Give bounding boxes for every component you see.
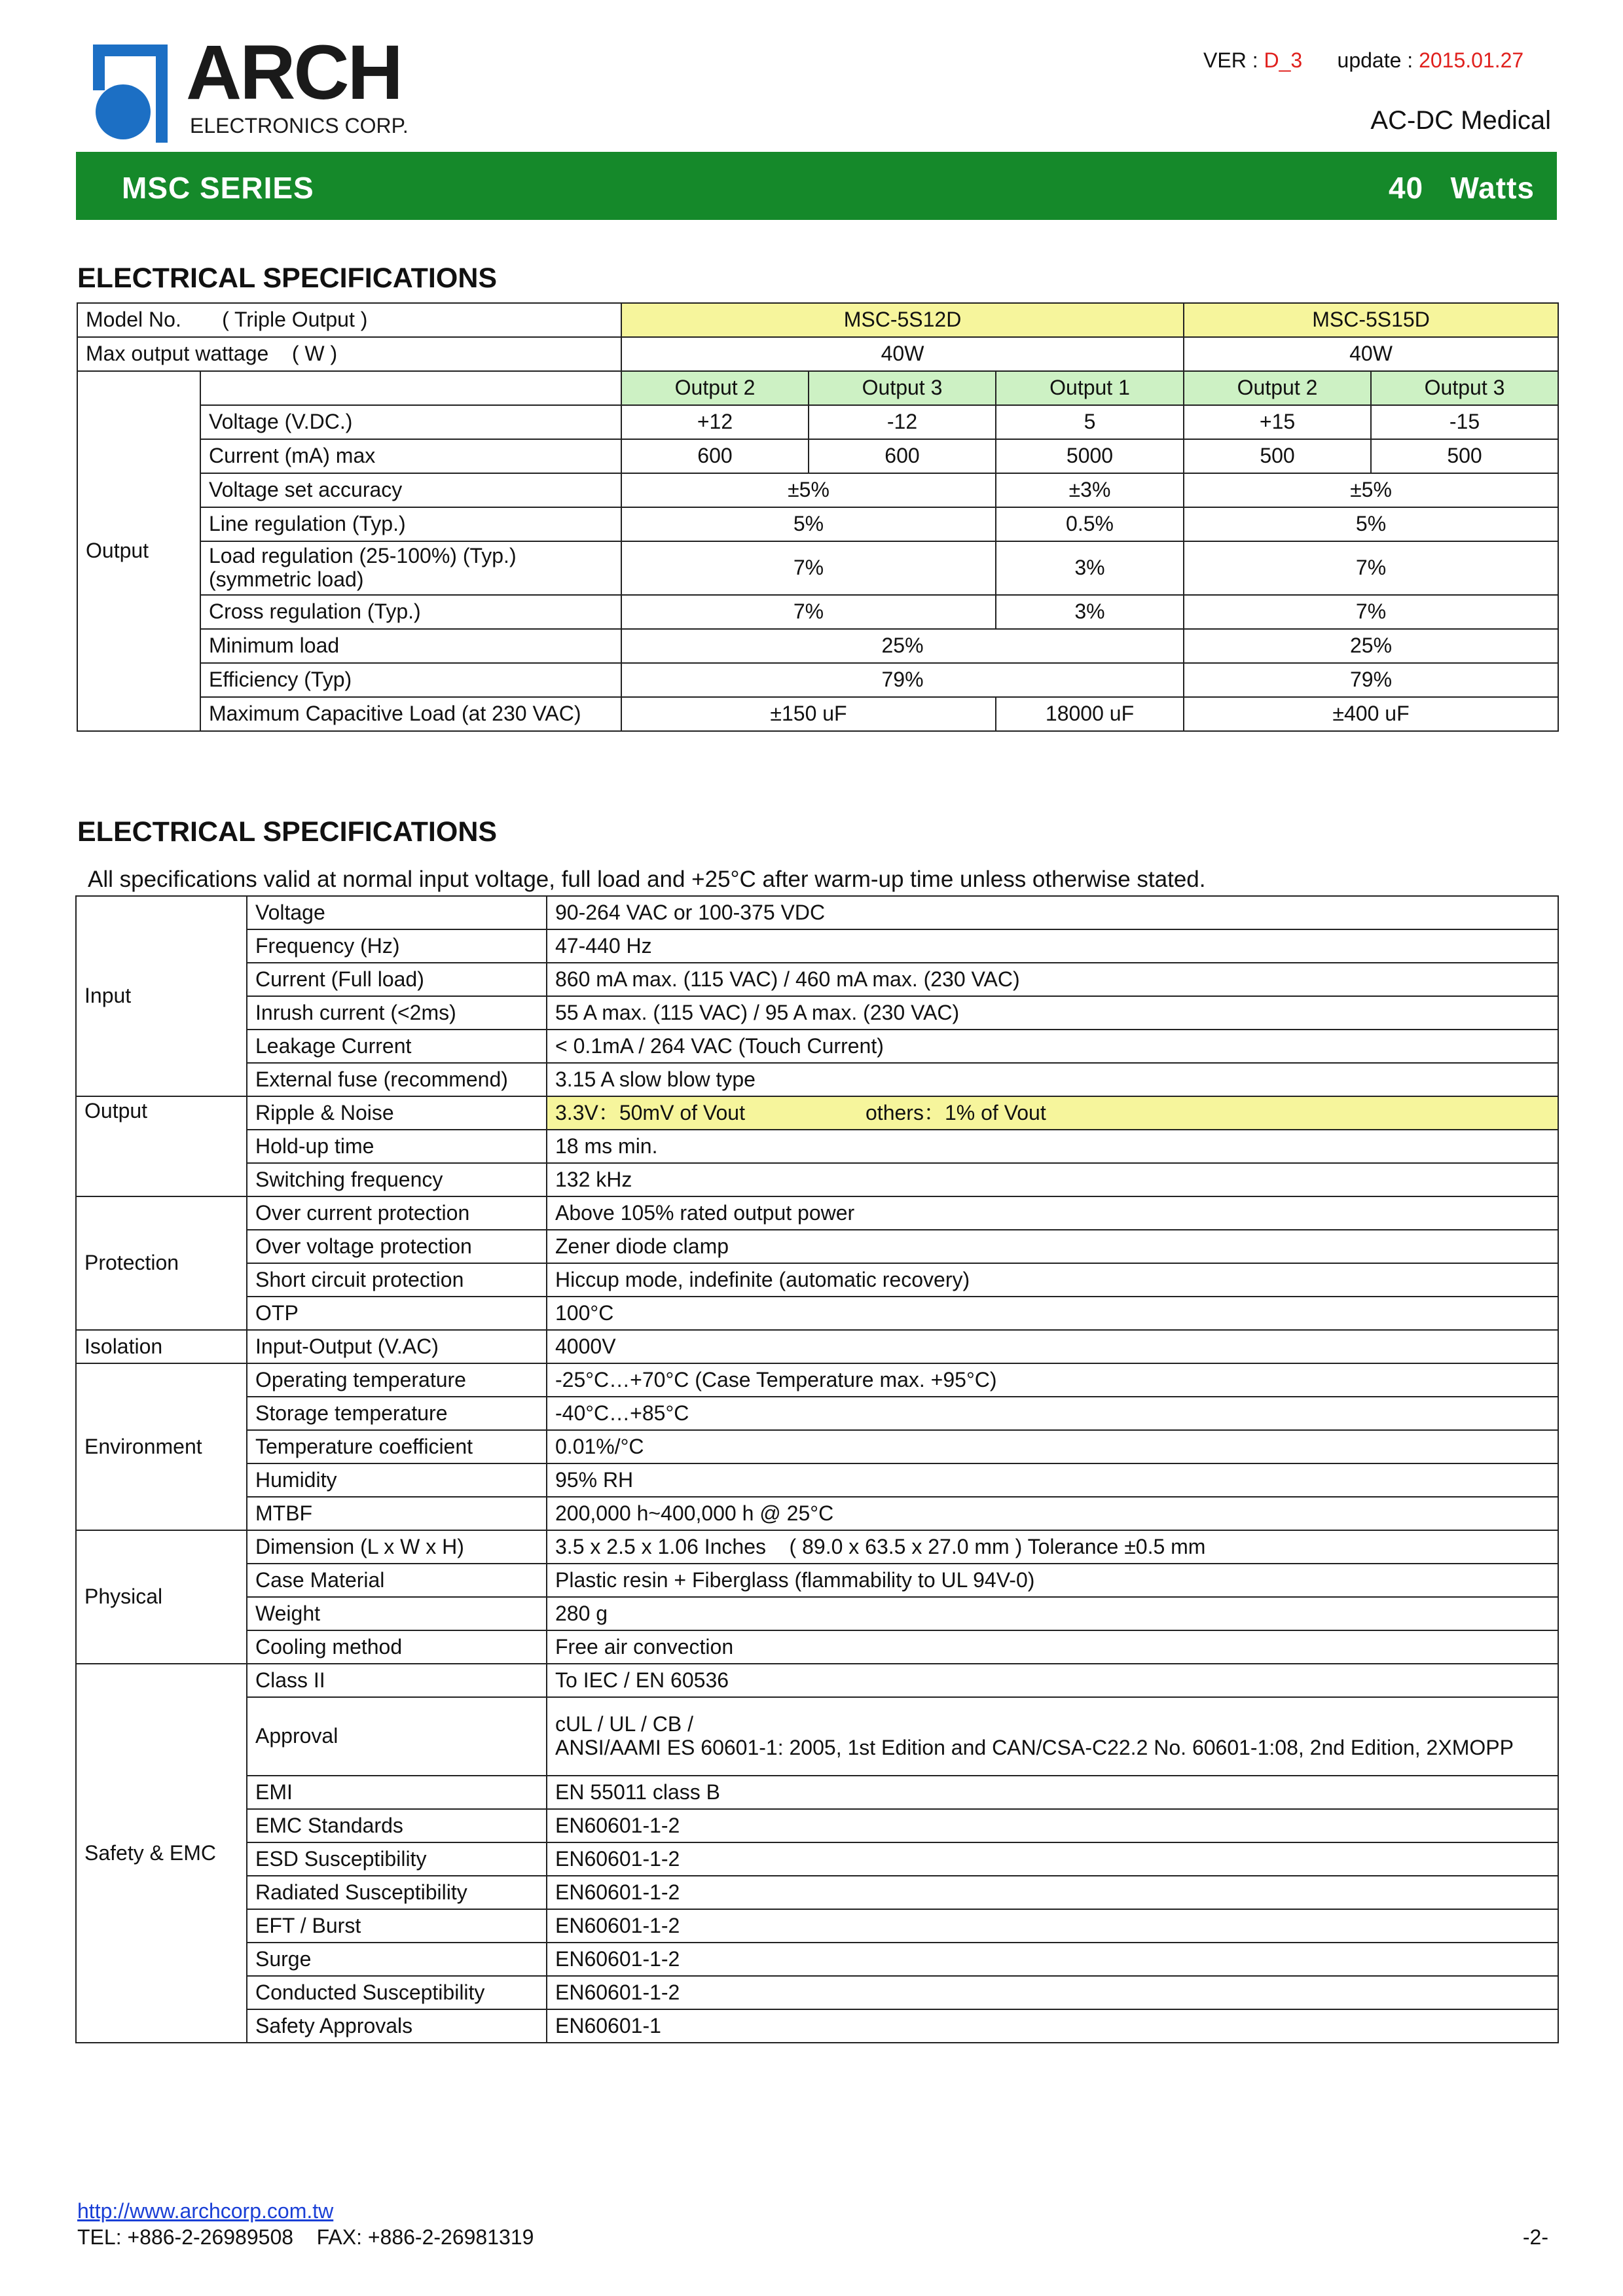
row-label: Over current protection	[247, 1196, 547, 1230]
section-title: ELECTRICAL SPECIFICATIONS	[77, 262, 498, 294]
row-label: Hold-up time	[247, 1130, 547, 1163]
row-label: EFT / Burst	[247, 1909, 547, 1943]
value-cell: ±5%	[621, 473, 996, 507]
value-cell: 500	[1371, 439, 1558, 473]
value-cell: 3.15 A slow blow type	[547, 1063, 1558, 1096]
update-label: update :	[1337, 48, 1419, 72]
table-row	[76, 929, 1558, 963]
value-cell: 280 g	[547, 1597, 1558, 1630]
update-value: 2015.01.27	[1419, 48, 1524, 72]
ripple-value-a: 3.3V：50mV of Vout	[555, 1100, 745, 1124]
row-label: External fuse (recommend)	[247, 1063, 547, 1096]
table-row	[76, 1842, 1558, 1876]
table-row	[76, 1030, 1558, 1063]
table-row	[76, 996, 1558, 1030]
product-category: AC-DC Medical	[1370, 106, 1551, 135]
value-cell: 79%	[621, 663, 1184, 697]
row-label: Current (mA) max	[200, 439, 621, 473]
value-cell: Plastic resin + Fiberglass (flammability to UL 94V-0)	[547, 1564, 1558, 1597]
value-cell: 25%	[621, 629, 1184, 663]
page-number: -2-	[1522, 2225, 1548, 2249]
table-row	[76, 1130, 1558, 1163]
table-row	[76, 1976, 1558, 2009]
row-label: Ripple & Noise	[247, 1096, 547, 1130]
row-label: Operating temperature	[247, 1363, 547, 1397]
output-header: Output 2	[1184, 371, 1371, 405]
row-label: Frequency (Hz)	[247, 929, 547, 963]
row-label: Storage temperature	[247, 1397, 547, 1430]
table-row	[76, 1530, 1558, 1564]
row-label: Weight	[247, 1597, 547, 1630]
table-row	[76, 1809, 1558, 1842]
value-cell: 500	[1184, 439, 1371, 473]
table-row	[77, 439, 1558, 473]
value-cell: -15	[1371, 405, 1558, 439]
row-label: Over voltage protection	[247, 1230, 547, 1263]
value-cell: 18000 uF	[996, 697, 1184, 731]
value-cell: Hiccup mode, indefinite (automatic recovery)	[547, 1263, 1558, 1297]
row-label: Maximum Capacitive Load (at 230 VAC)	[200, 697, 621, 731]
group-label: Output	[77, 371, 200, 731]
value-cell: EN60601-1-2	[547, 1842, 1558, 1876]
value-cell: 100°C	[547, 1297, 1558, 1330]
row-label: Humidity	[247, 1463, 547, 1497]
value-cell: 47-440 Hz	[547, 929, 1558, 963]
approval-line2: ANSI/AAMI ES 60601-1: 2005, 1st Edition and CAN/CSA-C22.2 No. 60601-1:08, 2nd Edition, 2XMOPP	[555, 1736, 1514, 1759]
row-label: Current (Full load)	[247, 963, 547, 996]
row-label: Surge	[247, 1943, 547, 1976]
table-row	[76, 1196, 1558, 1230]
row-label: Cooling method	[247, 1630, 547, 1664]
value-cell: 5	[996, 405, 1184, 439]
table-row	[77, 541, 1558, 595]
row-label: Cross regulation (Typ.)	[200, 595, 621, 629]
value-cell: +12	[621, 405, 809, 439]
row-label: Case Material	[247, 1564, 547, 1597]
row-label: EMI	[247, 1776, 547, 1809]
value-cell: EN60601-1-2	[547, 1876, 1558, 1909]
table-row	[76, 1297, 1558, 1330]
ripple-value-b: others：1% of Vout	[866, 1100, 1046, 1124]
contact-line: TEL: +886-2-26989508 FAX: +886-2-26981319	[77, 2225, 534, 2249]
empty-cell	[200, 371, 621, 405]
table-row	[76, 1430, 1558, 1463]
value-cell: -12	[809, 405, 996, 439]
output-header: Output 1	[996, 371, 1184, 405]
row-label: Short circuit protection	[247, 1263, 547, 1297]
row-label: Input-Output (V.AC)	[247, 1330, 547, 1363]
value-cell: 4000V	[547, 1330, 1558, 1363]
group-label: Output	[76, 1096, 247, 1196]
section-note: All specifications valid at normal input voltage, full load and +25°C after warm-up time unless otherwise stated.	[88, 867, 1206, 892]
value-cell: EN 55011 class B	[547, 1776, 1558, 1809]
table-row	[76, 1263, 1558, 1297]
value-cell	[547, 1697, 1558, 1776]
general-spec-table	[75, 895, 1559, 2043]
table-row	[77, 405, 1558, 439]
table-row	[76, 1597, 1558, 1630]
table-row	[77, 663, 1558, 697]
table-row	[77, 371, 1558, 405]
row-label: Radiated Susceptibility	[247, 1876, 547, 1909]
row-label: Line regulation (Typ.)	[200, 507, 621, 541]
table-row	[76, 1063, 1558, 1096]
table-row	[76, 1363, 1558, 1397]
value-cell: 3%	[996, 595, 1184, 629]
value-cell: 55 A max. (115 VAC) / 95 A max. (230 VAC)	[547, 996, 1558, 1030]
value-cell: 25%	[1184, 629, 1558, 663]
value-cell: 95% RH	[547, 1463, 1558, 1497]
value-cell: 200,000 h~400,000 h @ 25°C	[547, 1497, 1558, 1530]
group-label: Isolation	[76, 1330, 247, 1363]
value-cell: 5000	[996, 439, 1184, 473]
model-cell: MSC-5S15D	[1184, 303, 1558, 337]
row-label: ESD Susceptibility	[247, 1842, 547, 1876]
value-cell: ±150 uF	[621, 697, 996, 731]
value-cell: EN60601-1-2	[547, 1809, 1558, 1842]
table-row	[76, 1497, 1558, 1530]
value-cell: ±5%	[1184, 473, 1558, 507]
series-banner	[76, 152, 1557, 220]
value-cell: 132 kHz	[547, 1163, 1558, 1196]
row-label: OTP	[247, 1297, 547, 1330]
logo-wordmark: ARCH	[186, 29, 401, 116]
value-cell: To IEC / EN 60536	[547, 1664, 1558, 1697]
model-cell: MSC-5S12D	[621, 303, 1184, 337]
value-cell: Zener diode clamp	[547, 1230, 1558, 1263]
value-cell: 600	[621, 439, 809, 473]
row-label: Efficiency (Typ)	[200, 663, 621, 697]
row-label: Leakage Current	[247, 1030, 547, 1063]
value-cell: 860 mA max. (115 VAC) / 460 mA max. (230 VAC)	[547, 963, 1558, 996]
table-row	[76, 1096, 1558, 1130]
value-cell: 18 ms min.	[547, 1130, 1558, 1163]
value-cell: 7%	[621, 541, 996, 595]
series-title: MSC SERIES	[122, 171, 314, 205]
value-cell: +15	[1184, 405, 1371, 439]
value-cell: Above 105% rated output power	[547, 1196, 1558, 1230]
row-label: Voltage set accuracy	[200, 473, 621, 507]
output-header: Output 2	[621, 371, 809, 405]
model-label: Model No. ( Triple Output )	[77, 303, 621, 337]
table-row	[76, 1230, 1558, 1263]
group-label: Input	[76, 896, 247, 1096]
row-label: Dimension (L x W x H)	[247, 1530, 547, 1564]
table-row	[76, 1909, 1558, 1943]
table-row	[77, 507, 1558, 541]
table-row	[77, 595, 1558, 629]
table-row	[77, 629, 1558, 663]
wattage-cell: 40W	[621, 337, 1184, 371]
row-label: Safety Approvals	[247, 2009, 547, 2043]
value-cell: 3%	[996, 541, 1184, 595]
value-cell: 0.01%/°C	[547, 1430, 1558, 1463]
row-label: Approval	[247, 1697, 547, 1776]
value-cell: 5%	[621, 507, 996, 541]
row-label: MTBF	[247, 1497, 547, 1530]
group-label: Protection	[76, 1196, 247, 1330]
table-row	[77, 303, 1558, 337]
row-label: Voltage	[247, 896, 547, 929]
wattage-label: Max output wattage ( W )	[77, 337, 621, 371]
version-value: D_3	[1264, 48, 1303, 72]
section-title: ELECTRICAL SPECIFICATIONS	[77, 816, 498, 848]
table-row	[76, 1943, 1558, 1976]
table-row	[76, 1664, 1558, 1697]
value-cell: ±3%	[996, 473, 1184, 507]
value-cell	[547, 1096, 1558, 1130]
table-row	[76, 1697, 1558, 1776]
value-cell: Free air convection	[547, 1630, 1558, 1664]
value-cell: 0.5%	[996, 507, 1184, 541]
group-label: Safety & EMC	[76, 1664, 247, 2043]
row-label: Class II	[247, 1664, 547, 1697]
value-cell: 600	[809, 439, 996, 473]
table-row	[76, 896, 1558, 929]
value-cell: 5%	[1184, 507, 1558, 541]
table-row	[76, 2009, 1558, 2043]
group-label: Environment	[76, 1363, 247, 1530]
load-label-line1: Load regulation (25-100%) (Typ.)	[209, 544, 517, 568]
value-cell: EN60601-1-2	[547, 1976, 1558, 2009]
table-row	[76, 963, 1558, 996]
row-label: EMC Standards	[247, 1809, 547, 1842]
table-row	[76, 1630, 1558, 1664]
table-row	[77, 697, 1558, 731]
logo-subtitle: ELECTRONICS CORP.	[190, 114, 409, 137]
approval-line1: cUL / UL / CB /	[555, 1712, 694, 1736]
value-cell: 7%	[621, 595, 996, 629]
row-label: Inrush current (<2ms)	[247, 996, 547, 1030]
row-label: Switching frequency	[247, 1163, 547, 1196]
output-header: Output 3	[809, 371, 996, 405]
table-row	[76, 1564, 1558, 1597]
table-row	[76, 1776, 1558, 1809]
value-cell: EN60601-1-2	[547, 1909, 1558, 1943]
value-cell: 3.5 x 2.5 x 1.06 Inches ( 89.0 x 63.5 x 27.0 mm ) Tolerance ±0.5 mm	[547, 1530, 1558, 1564]
series-watts: 40 Watts	[1388, 171, 1535, 205]
table-row	[77, 473, 1558, 507]
website-link[interactable]: http://www.archcorp.com.tw	[77, 2199, 334, 2223]
row-label: Temperature coefficient	[247, 1430, 547, 1463]
version-line	[1203, 50, 1523, 71]
load-label-line2: (symmetric load)	[209, 567, 364, 591]
value-cell: 7%	[1184, 595, 1558, 629]
value-cell: 7%	[1184, 541, 1558, 595]
value-cell: EN60601-1	[547, 2009, 1558, 2043]
table-row	[76, 1876, 1558, 1909]
group-label: Physical	[76, 1530, 247, 1664]
value-cell: ±400 uF	[1184, 697, 1558, 731]
row-label: Conducted Susceptibility	[247, 1976, 547, 2009]
output-spec-table	[77, 302, 1559, 732]
value-cell: -40°C…+85°C	[547, 1397, 1558, 1430]
wattage-cell: 40W	[1184, 337, 1558, 371]
table-row	[76, 1330, 1558, 1363]
output-header: Output 3	[1371, 371, 1558, 405]
value-cell: 90-264 VAC or 100-375 VDC	[547, 896, 1558, 929]
value-cell: 79%	[1184, 663, 1558, 697]
table-row	[76, 1163, 1558, 1196]
table-row	[76, 1397, 1558, 1430]
row-label	[200, 541, 621, 595]
row-label: Minimum load	[200, 629, 621, 663]
table-row	[77, 337, 1558, 371]
value-cell: -25°C…+70°C (Case Temperature max. +95°C)	[547, 1363, 1558, 1397]
value-cell: EN60601-1-2	[547, 1943, 1558, 1976]
row-label: Voltage (V.DC.)	[200, 405, 621, 439]
value-cell: < 0.1mA / 264 VAC (Touch Current)	[547, 1030, 1558, 1063]
version-label: VER :	[1203, 48, 1264, 72]
table-row	[76, 1463, 1558, 1497]
